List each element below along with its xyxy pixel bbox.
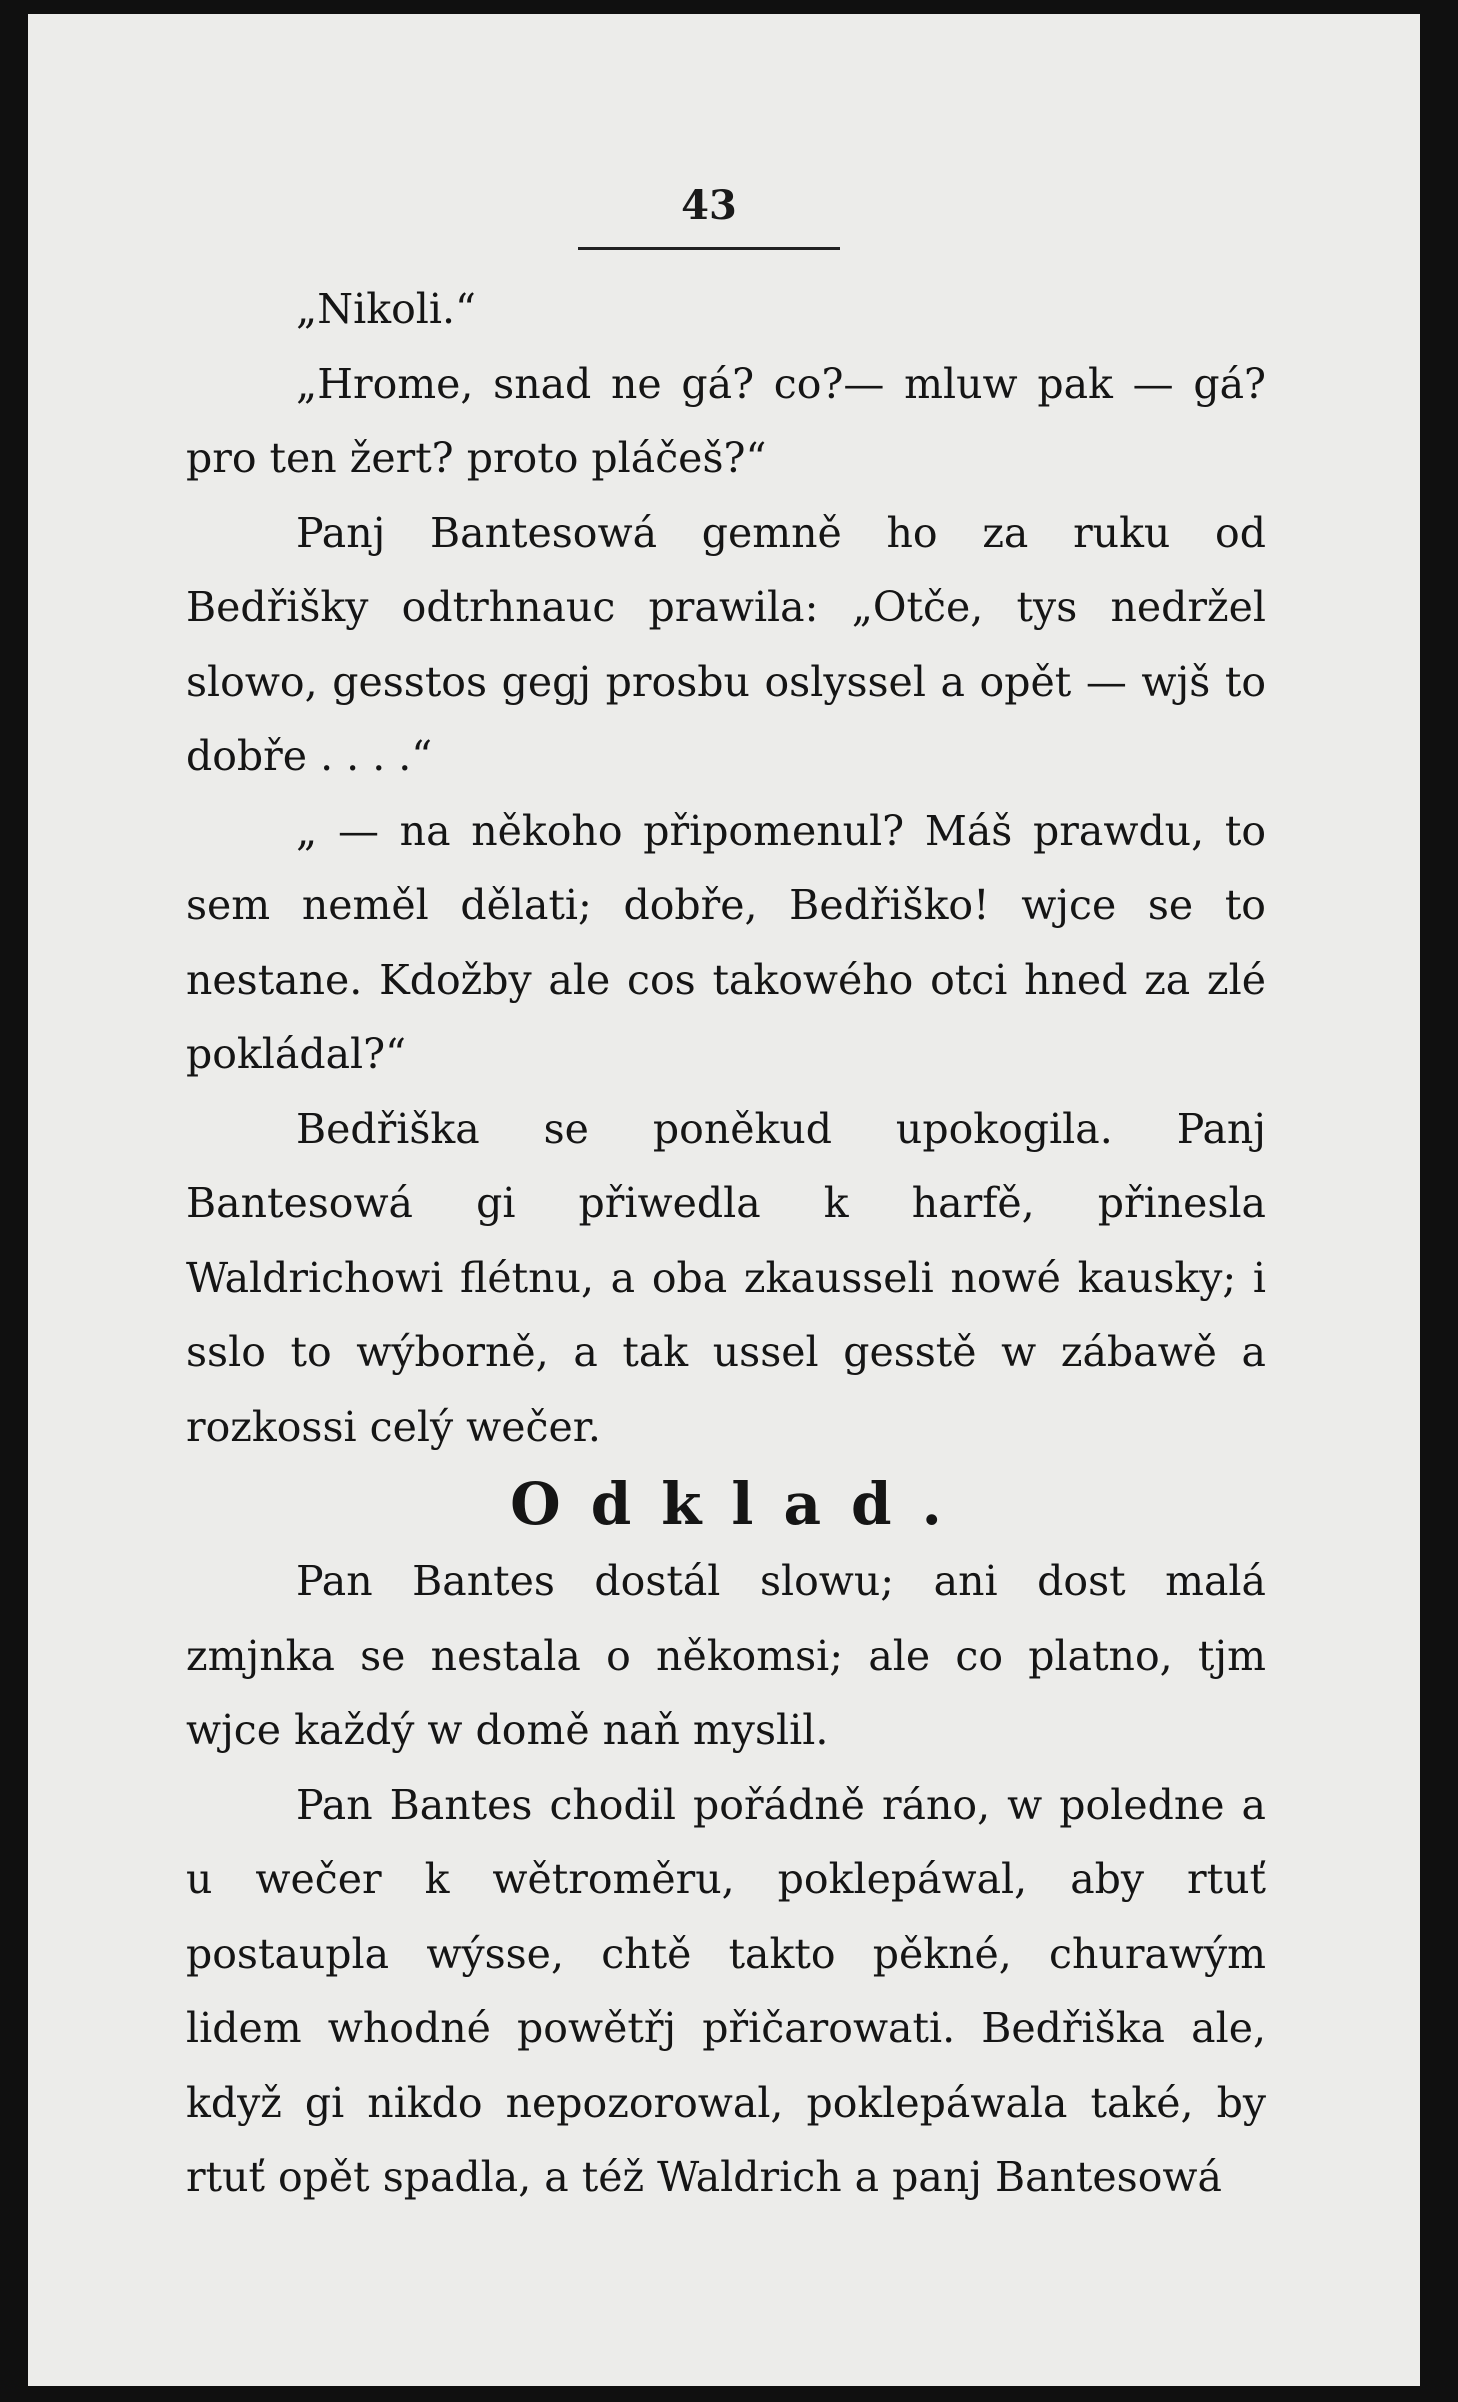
book-page [28,14,1420,2386]
paragraph: Panj Bantesowá gemně ho za ruku od Bedřišky odtrhnauc prawila: „Otče, tys nedržel slowo, gesstos gegj prosbu oslyssel a opět — wjš to dobře . . . .“ [186,508,1266,780]
paragraph: Pan Bantes chodil pořádně ráno, w poledne a u wečer k wětroměru, poklepáwal, aby rtuť postaupla wýsse, chtě takto pěkné, churawým lidem whodné powětřj přičarowati. Bedřiška ale, když gi nikdo nepozorowal, poklepáwala také, by rtuť opět spadla, a též Waldrich a panj Bantesowá [186,1780,1266,2201]
header-rule [578,247,840,250]
paragraph: „Nikoli.“ [296,285,476,333]
page-number: 43 [681,182,737,229]
section-heading: Odklad. [510,1470,972,1538]
paragraph: „ — na někoho připomenul? Máš prawdu, to sem neměl dělati; dobře, Bedřiško! wjce se to nestane. Kdožby ale cos takowého otci hned za zlé pokládal?“ [186,806,1266,1078]
paragraph: Pan Bantes dostál slowu; ani dost malá zmjnka se nestala o někomsi; ale co platno, tjm wjce každý w domě naň myslil. [186,1557,1266,1754]
paragraph: Bedřiška se poněkud upokogila. Panj Bantesowá gi přiwedla k harfě, přinesla Waldrichowi flétnu, a oba zkausseli nowé kausky; i sslo to wýborně, a tak ussel gesstě w zábawě a rozkossi celý wečer. [186,1104,1266,1451]
paragraph: „Hrome, snad ne gá? co?— mluw pak — gá? pro ten žert? proto pláčeš?“ [186,359,1266,482]
page-body [186,272,1266,2215]
